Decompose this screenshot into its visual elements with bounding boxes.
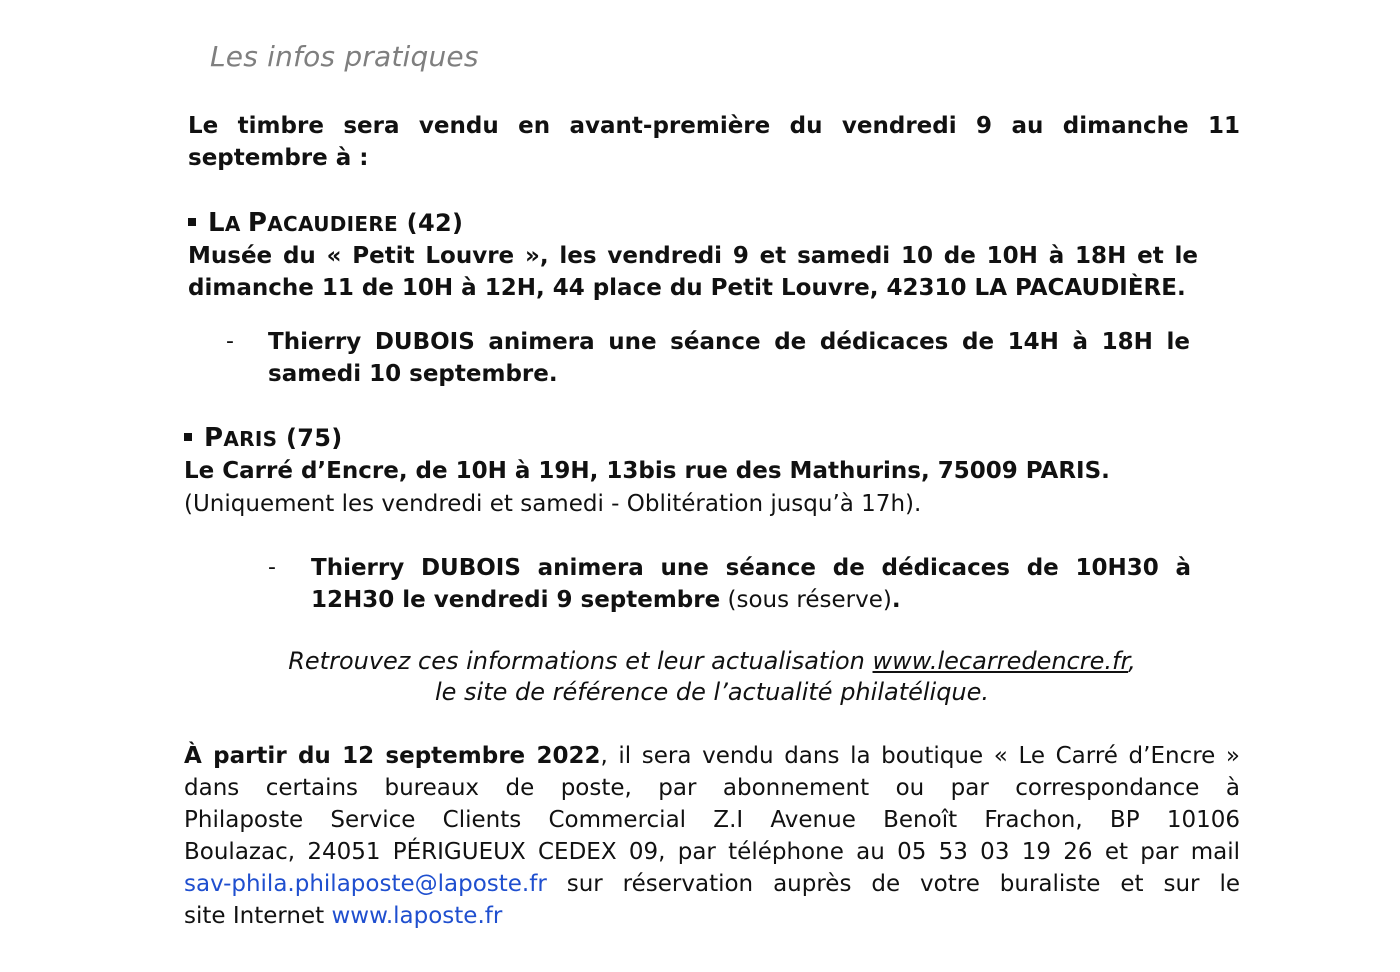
sales-line-1: À partir du 12 septembre 2022, il sera vendu dans la boutique « Le Carré d’Encre » xyxy=(184,743,1240,769)
laposte-link[interactable]: www.laposte.fr xyxy=(331,903,503,929)
website-reference xyxy=(184,646,1240,708)
signing-line-1: Thierry DUBOIS animera une séance de dédicaces de 14H à 18H le xyxy=(268,329,1190,355)
bullet-icon xyxy=(184,433,192,441)
signing-line-1: Thierry DUBOIS animera une séance de dédicaces de 10H30 à xyxy=(311,555,1191,581)
intro-line-1: Le timbre sera vendu en avant-première du vendredi 9 au dimanche 11 xyxy=(188,113,1240,139)
sales-line-3: Philaposte Service Clients Commercial Z.I Avenue Benoît Frachon, BP 10106 xyxy=(184,807,1240,833)
website-reference-line-2: le site de référence de l’actualité philatélique. xyxy=(434,678,990,706)
location-note-paris: (Uniquement les vendredi et samedi - Oblitération jusqu’à 17h). xyxy=(184,491,922,517)
intro-paragraph xyxy=(188,110,1240,174)
section-heading: Les infos pratiques xyxy=(210,40,479,73)
location-description-paris: Le Carré d’Encre, de 10H à 19H, 13bis rue des Mathurins, 75009 PARIS. xyxy=(184,458,1110,484)
sales-line-4: Boulazac, 24051 PÉRIGUEUX CEDEX 09, par téléphone au 05 53 03 19 26 et par mail xyxy=(184,839,1240,865)
location-desc-line-1: Musée du « Petit Louvre », les vendredi 9 et samedi 10 de 10H à 18H et le xyxy=(188,243,1198,269)
signing-info-paris xyxy=(311,552,1191,616)
signing-line-2: 12H30 le vendredi 9 septembre (sous réserve). xyxy=(311,587,901,613)
location-title-paris: PARIS (75) xyxy=(184,423,343,453)
sales-line-2: dans certains bureaux de poste, par abonnement ou par correspondance à xyxy=(184,775,1240,801)
lecarredencre-link[interactable]: www.lecarredencre.fr xyxy=(872,647,1129,675)
sales-info-paragraph xyxy=(184,740,1240,932)
sales-line-5: sav-phila.philaposte@laposte.fr sur réservation auprès de votre buraliste et sur le xyxy=(184,871,1240,897)
signing-line-2: samedi 10 septembre. xyxy=(268,361,558,387)
location-title-la-pacaudiere: LA PACAUDIERE (42) xyxy=(188,208,463,238)
dash-marker: - xyxy=(268,555,276,580)
dash-marker: - xyxy=(226,329,234,354)
sales-line-6: site Internet www.laposte.fr xyxy=(184,903,503,929)
email-link[interactable]: sav-phila.philaposte@laposte.fr xyxy=(184,871,547,897)
website-reference-line-1: Retrouvez ces informations et leur actualisation www.lecarredencre.fr, xyxy=(288,647,1136,675)
intro-line-2: septembre à : xyxy=(188,145,369,171)
location-desc-line-2: dimanche 11 de 10H à 12H, 44 place du Petit Louvre, 42310 LA PACAUDIÈRE. xyxy=(188,275,1186,301)
location-description-la-pacaudiere xyxy=(188,240,1198,304)
bullet-icon xyxy=(188,218,196,226)
signing-info-la-pacaudiere xyxy=(268,326,1190,390)
